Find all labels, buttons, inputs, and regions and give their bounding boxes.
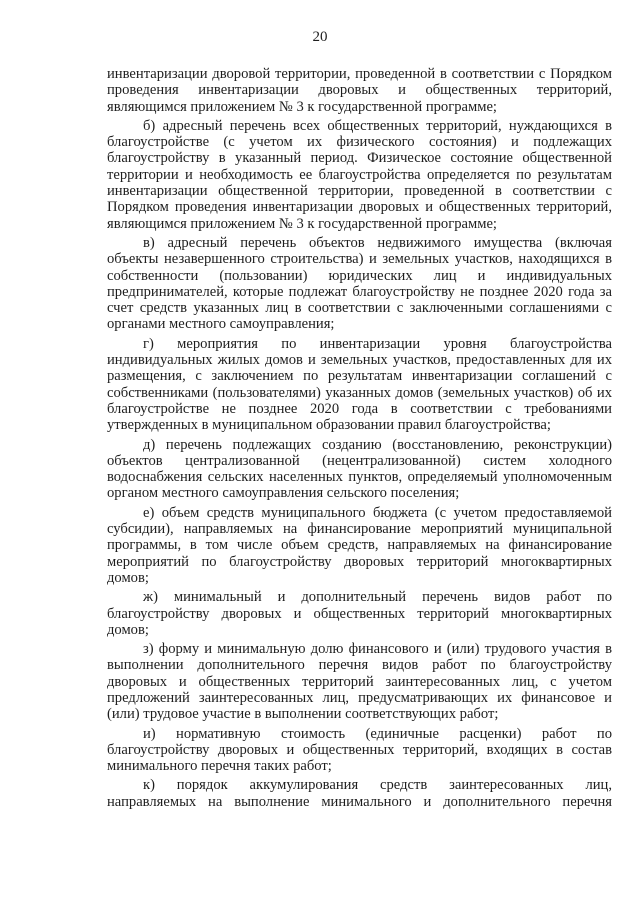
paragraph-item-d: д) перечень подлежащих созданию (восстановлению, реконструкции) объектов централизованной (нецентрализованной) систем холодного водоснабжения сельских населенных пунктов, определяемый уполномоченным органом местного самоуправления сельского поселения;	[107, 436, 612, 502]
paragraph-item-k: к) порядок аккумулирования средств заинтересованных лиц, направляемых на выполнение минимального и дополнительного перечня	[107, 777, 612, 810]
document-text	[107, 66, 612, 813]
paragraph-item-v: в) адресный перечень объектов недвижимого имущества (включая объекты незавершенного строительства) и земельных участков, находящихся в собственности (пользовании) юридических лиц и индивидуальных предпринимателей, которые подлежат благоустройству не позднее 2020 года за счет средств указанных лиц в соответствии с заключенными соглашениями с органами местного самоуправления;	[107, 234, 612, 333]
paragraph-item-i: и) нормативную стоимость (единичные расценки) работ по благоустройству дворовых и общественных территорий, входящих в состав минимального перечня таких работ;	[107, 725, 612, 775]
paragraph-item-g: г) мероприятия по инвентаризации уровня благоустройства индивидуальных жилых домов и земельных участков, предоставленных для их размещения, с заключением по результатам инвентаризации соглашений с собственниками (пользователями) указанных домов (земельных участков) об их благоустройстве не позднее 2020 года в соответствии с требованиями утвержденных в муниципальном образовании правил благоустройства;	[107, 335, 612, 434]
paragraph-item-e: е) объем средств муниципального бюджета (с учетом предоставляемой субсидии), направляемых на финансирование мероприятий муниципальной программы, в том числе объем средств, направляемых на финансирование мероприятий по благоустройству дворовых территорий многоквартирных домов;	[107, 504, 612, 586]
paragraph-item-b: б) адресный перечень всех общественных территорий, нуждающихся в благоустройстве (с учетом их физического состояния) и подлежащих благоустройству в указанный период. Физическое состояние общественной территории и необходимость ее благоустройства определяется по результатам инвентаризации общественной территории, проведенной в соответствии с Порядком проведения инвентаризации дворовых и общественных территорий, являющимся приложением № 3 к государственной программе;	[107, 117, 612, 232]
page-number: 20	[312, 29, 328, 45]
paragraph-item-zh: ж) минимальный и дополнительный перечень видов работ по благоустройству дворовых и общественных территорий многоквартирных домов;	[107, 589, 612, 638]
paragraph-continuation: инвентаризации дворовой территории, проведенной в соответствии с Порядком проведения инвентаризации дворовых и общественных территорий, являющимся приложением № 3 к государственной программе;	[107, 66, 612, 115]
paragraph-item-z: з) форму и минимальную долю финансового и (или) трудового участия в выполнении дополнительного перечня видов работ по благоустройству дворовых и общественных территорий заинтересованных лиц, с учетом предложений заинтересованных лиц, предусматривающих их финансовое и (или) трудовое участие в выполнении соответствующих работ;	[107, 641, 612, 723]
